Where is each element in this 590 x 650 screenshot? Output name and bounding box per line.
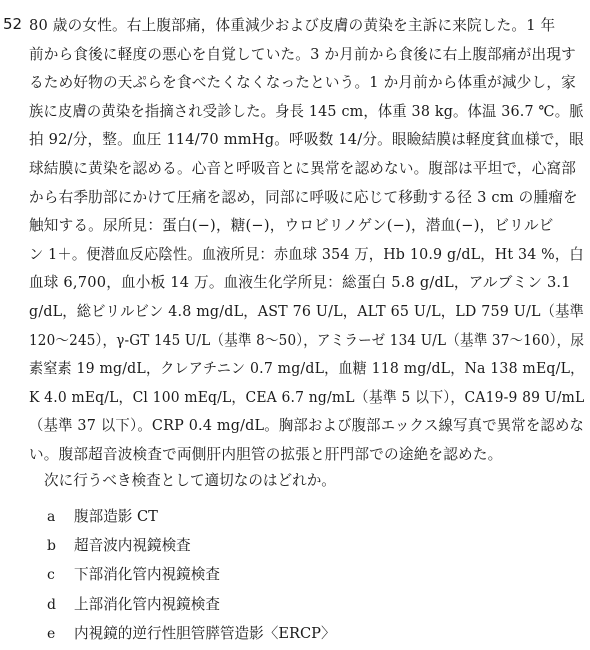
choice-letter: c xyxy=(47,567,55,584)
choice-text: 内視鏡的逆行性胆管膵管造影〈ERCP〉 xyxy=(74,624,336,642)
case-line: ン 1＋。便潜血反応陰性。血液所見：赤血球 354 万，Hb 10.9 g/dL，Ht 34 %，白 xyxy=(29,245,584,263)
choice-letter: d xyxy=(47,596,56,613)
case-line: るため好物の天ぷらを食べたくなくなったという。1 か月前から体重が減少し，家 xyxy=(29,74,576,92)
choice-letter: b xyxy=(47,538,56,555)
choice-a[interactable] xyxy=(0,503,590,532)
case-line: から右季肋部にかけて圧痛を認め，同部に呼吸に応じて移動する径 3 cm の腫瘤を xyxy=(29,188,578,206)
choice-text: 上部消化管内視鏡検査 xyxy=(74,595,220,613)
case-line: 素窒素 19 mg/dL，クレアチニン 0.7 mg/dL，血糖 118 mg/dL，Na 138 mEq/L， xyxy=(29,360,585,378)
case-line: K 4.0 mEq/L，Cl 100 mEq/L，CEA 6.7 ng/mL（基準 5 以下），CA19-9 89 U/mL xyxy=(29,388,585,406)
choice-letter: e xyxy=(47,625,56,642)
choice-d[interactable] xyxy=(0,591,590,620)
case-line: 族に皮膚の黄染を指摘され受診した。身長 145 cm，体重 38 kg。体温 36.7 ℃。脈 xyxy=(29,102,584,120)
case-line: 血球 6,700，血小板 14 万。血液生化学所見：総蛋白 5.8 g/dL，アルブミン 3.1 xyxy=(29,274,571,292)
question-number: 52 xyxy=(3,15,23,33)
case-line: 120〜245），γ-GT 145 U/L（基準 8〜50），アミラーゼ 134 U/L（基準 37〜160），尿 xyxy=(29,331,585,349)
choice-e[interactable] xyxy=(0,620,590,649)
case-line: 80 歳の女性。右上腹部痛，体重減少および皮膚の黄染を主訴に来院した。1 年 xyxy=(29,17,556,34)
case-line: （基準 37 以下）。CRP 0.4 mg/dL。胸部および腹部エックス線写真で異常を認めな xyxy=(29,417,585,435)
choice-letter: a xyxy=(47,509,56,525)
choice-c[interactable] xyxy=(0,561,590,590)
choice-text: 腹部造影 CT xyxy=(74,508,158,525)
case-line: い。腹部超音波検査で両側肝内胆管の拡張と肝門部での途絶を認めた。 xyxy=(29,445,503,463)
case-line: 拍 92/分，整。血圧 114/70 mmHg。呼吸数 14/分。眼瞼結膜は軽度貧血様で，眼 xyxy=(29,131,584,149)
case-line: 触知する。尿所見：蛋白(−)，糖(−)，ウロビリノゲン(−)，潜血(−)，ビリルビ xyxy=(29,217,554,235)
case-line: g/dL，総ビリルビン 4.8 mg/dL，AST 76 U/L，ALT 65 U/L，LD 759 U/L（基準 xyxy=(29,302,585,320)
choice-text: 超音波内視鏡検査 xyxy=(74,537,191,555)
choice-b[interactable] xyxy=(0,532,590,561)
answer-choices xyxy=(0,503,590,649)
question-prompt: 次に行うべき検査として適切なのはどれか。 xyxy=(44,472,336,489)
case-line: 球結膜に黄染を認める。心音と呼吸音とに異常を認めない。腹部は平坦で，心窩部 xyxy=(29,159,577,177)
case-line: 前から食後に軽度の悪心を自覚していた。3 か月前から食後に右上腹部痛が出現す xyxy=(29,45,576,63)
case-description xyxy=(29,12,584,470)
choice-text: 下部消化管内視鏡検査 xyxy=(74,566,220,584)
